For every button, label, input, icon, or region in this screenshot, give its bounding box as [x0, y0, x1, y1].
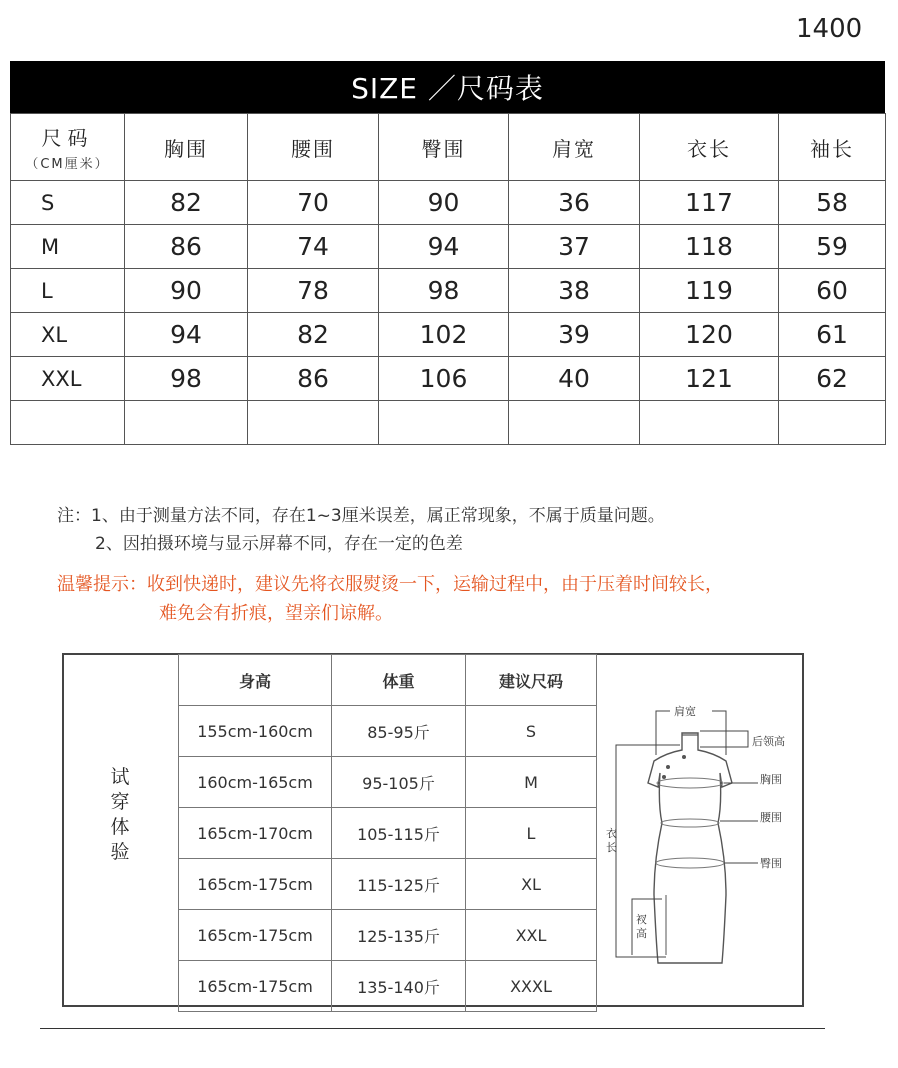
table-cell: 118	[640, 225, 779, 269]
table-cell: 165cm-175cm	[179, 961, 332, 1012]
table-cell: 95-105斤	[332, 757, 466, 808]
table-row	[11, 313, 886, 357]
slit-label-char: 高	[636, 927, 647, 940]
table-row	[179, 961, 597, 1012]
fitting-header-row	[179, 655, 597, 706]
table-cell: 98	[379, 269, 509, 313]
table-row	[179, 808, 597, 859]
table-cell: 70	[248, 181, 379, 225]
fitting-label-char: 验	[110, 841, 130, 863]
waist-label: 腰围	[760, 811, 782, 824]
table-cell: 62	[779, 357, 886, 401]
height-header: 身高	[179, 655, 332, 706]
tip-line-2: 难免会有折痕，望亲们谅解。	[159, 603, 393, 624]
dress-outline-icon	[648, 733, 732, 963]
suggested-size-header: 建议尺码	[466, 655, 597, 706]
table-cell: 90	[125, 269, 248, 313]
table-cell	[779, 401, 886, 445]
table-cell: 120	[640, 313, 779, 357]
table-cell: L	[466, 808, 597, 859]
table-cell: 105-115斤	[332, 808, 466, 859]
size-chart-title: SIZE ／尺码表	[10, 61, 885, 113]
table-cell: 38	[509, 269, 640, 313]
table-cell: 98	[125, 357, 248, 401]
table-row	[179, 910, 597, 961]
table-row	[179, 757, 597, 808]
table-cell: 165cm-175cm	[179, 859, 332, 910]
table-row	[11, 181, 886, 225]
fitting-label-char: 体	[110, 816, 130, 838]
shoulder-label: 肩宽	[674, 705, 696, 718]
table-row	[11, 225, 886, 269]
page-number: 1400	[796, 14, 863, 44]
slit-label-char: 衩	[636, 913, 647, 926]
table-row	[179, 706, 597, 757]
size-cell: M	[11, 225, 125, 269]
table-cell: 106	[379, 357, 509, 401]
bottom-divider	[40, 1028, 825, 1029]
size-cell: XL	[11, 313, 125, 357]
table-cell: 121	[640, 357, 779, 401]
table-cell: S	[466, 706, 597, 757]
table-row	[179, 859, 597, 910]
length-label-char: 长	[606, 841, 617, 854]
table-cell: 86	[125, 225, 248, 269]
table-cell: 102	[379, 313, 509, 357]
table-cell: 78	[248, 269, 379, 313]
table-cell	[125, 401, 248, 445]
fitting-label-char: 试	[110, 766, 130, 788]
table-cell: XXL	[466, 910, 597, 961]
table-cell: 36	[509, 181, 640, 225]
hip-label: 臀围	[760, 857, 782, 870]
fitting-label-char: 穿	[110, 791, 130, 813]
fitting-experience-box	[62, 653, 804, 1007]
table-cell: 155cm-160cm	[179, 706, 332, 757]
table-row	[11, 357, 886, 401]
fitting-label	[108, 765, 132, 865]
back-collar-label: 后领高	[752, 735, 785, 748]
table-cell: 85-95斤	[332, 706, 466, 757]
size-cell: S	[11, 181, 125, 225]
table-row	[11, 269, 886, 313]
table-cell	[379, 401, 509, 445]
table-cell	[509, 401, 640, 445]
table-cell: 59	[779, 225, 886, 269]
unit-label: （CM厘米）	[25, 157, 110, 172]
table-cell: 90	[379, 181, 509, 225]
hip-header: 臀围	[379, 114, 509, 181]
table-row-empty	[11, 401, 886, 445]
fitting-table	[178, 654, 597, 1012]
table-cell: 61	[779, 313, 886, 357]
sleeve-header: 袖长	[779, 114, 886, 181]
table-cell: 165cm-175cm	[179, 910, 332, 961]
table-cell: 82	[125, 181, 248, 225]
note-line-1: 注：1、由于测量方法不同，存在1~3厘米误差，属正常现象，不属于质量问题。	[57, 506, 665, 526]
table-cell	[11, 401, 125, 445]
table-cell: 115-125斤	[332, 859, 466, 910]
table-cell: 94	[379, 225, 509, 269]
size-chart	[10, 61, 885, 445]
chest-header: 胸围	[125, 114, 248, 181]
table-cell: 94	[125, 313, 248, 357]
weight-header: 体重	[332, 655, 466, 706]
table-cell: 60	[779, 269, 886, 313]
size-cell: XXL	[11, 357, 125, 401]
size-header-cell	[11, 114, 125, 181]
table-cell: 58	[779, 181, 886, 225]
measurement-notes	[57, 502, 665, 558]
length-label-char: 衣	[606, 827, 617, 840]
size-header-label: 尺码	[41, 126, 94, 150]
table-cell: 160cm-165cm	[179, 757, 332, 808]
table-cell: 82	[248, 313, 379, 357]
table-cell: 165cm-170cm	[179, 808, 332, 859]
note-line-2: 2、因拍摄环境与显示屏幕不同，存在一定的色差	[95, 534, 463, 554]
shoulder-header: 肩宽	[509, 114, 640, 181]
warm-tips	[57, 570, 723, 628]
table-cell: 86	[248, 357, 379, 401]
table-cell	[248, 401, 379, 445]
size-cell: L	[11, 269, 125, 313]
qipao-measurement-diagram	[596, 655, 804, 1005]
table-cell: 39	[509, 313, 640, 357]
size-table-header-row	[11, 114, 886, 181]
table-cell: 125-135斤	[332, 910, 466, 961]
length-header: 衣长	[640, 114, 779, 181]
size-table	[10, 113, 886, 445]
table-cell: 117	[640, 181, 779, 225]
chest-label: 胸围	[760, 773, 782, 786]
table-cell: 135-140斤	[332, 961, 466, 1012]
table-cell	[640, 401, 779, 445]
table-cell: 40	[509, 357, 640, 401]
table-cell: XL	[466, 859, 597, 910]
waist-header: 腰围	[248, 114, 379, 181]
table-cell: M	[466, 757, 597, 808]
table-cell: XXXL	[466, 961, 597, 1012]
table-cell: 37	[509, 225, 640, 269]
tip-line-1: 温馨提示：收到快递时，建议先将衣服熨烫一下，运输过程中，由于压着时间较长，	[57, 574, 723, 595]
table-cell: 119	[640, 269, 779, 313]
table-cell: 74	[248, 225, 379, 269]
